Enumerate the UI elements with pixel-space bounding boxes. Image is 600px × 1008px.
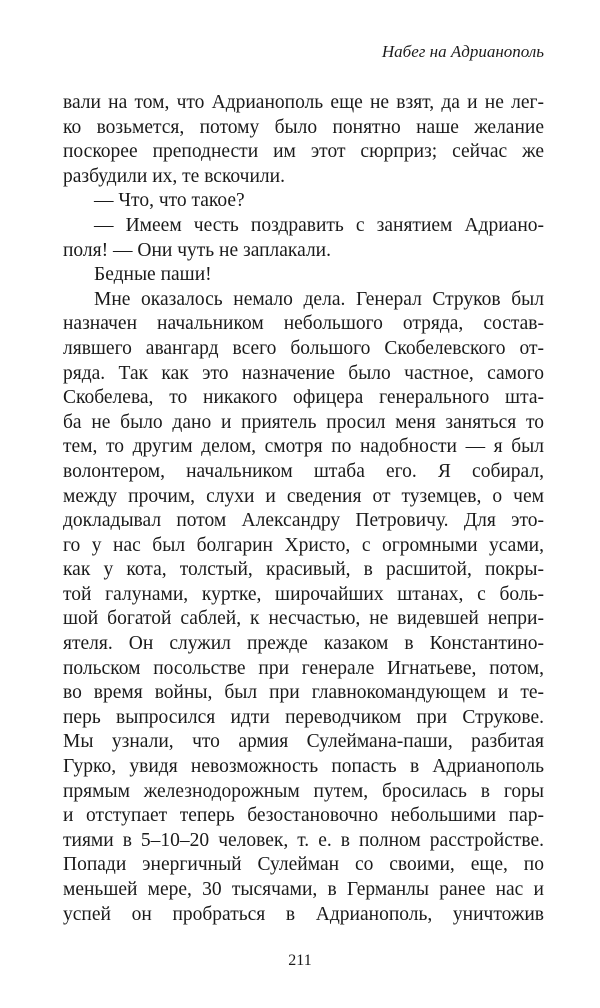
text-line: как у кота, толстый, красивый, в расшитой, покры- bbox=[63, 559, 544, 581]
text-line: разбудили их, те вскочили. bbox=[63, 165, 285, 187]
text-line: — Имеем честь поздравить с занятием Адриано- bbox=[94, 214, 544, 236]
text-line: лявшего авангард всего большого Скобелевского от- bbox=[63, 337, 544, 359]
text-line: между прочим, слухи и сведения от туземцев, о чем bbox=[63, 485, 544, 507]
text-line: го у нас был болгарин Христо, с огромными усами, bbox=[63, 534, 544, 556]
running-header: Набег на Адрианополь bbox=[381, 42, 544, 61]
text-line: меньшей мере, 30 тысячами, в Германлы ранее нас и bbox=[63, 879, 544, 900]
text-line: волонтером, начальником штаба его. Я собирал, bbox=[63, 460, 544, 482]
text-line: вали на том, что Адрианополь еще не взят, да и не лег- bbox=[63, 92, 544, 113]
text-line: назначен начальником небольшого отряда, состав- bbox=[63, 313, 544, 335]
text-line: во время войны, был при главнокомандующем и те- bbox=[63, 682, 544, 704]
text-line: — Что, что такое? bbox=[94, 190, 245, 212]
text-line: польском посольстве при генерале Игнатьеве, потом, bbox=[63, 657, 544, 679]
text-line: успей он пробраться в Адрианополь, уничтожив bbox=[63, 903, 544, 925]
text-line: шой богатой саблей, к несчастью, не видевшей непри- bbox=[63, 608, 544, 630]
text-line: поскорее преподнести им этот сюрприз; сейчас же bbox=[63, 141, 544, 163]
text-line: Скобелева, то никакого офицера генерального шта- bbox=[63, 387, 544, 409]
text-line: Мне оказалось немало дела. Генерал Струков был bbox=[94, 288, 544, 310]
body-text bbox=[63, 91, 544, 927]
text-line: докладывал потом Александру Петровичу. Для это- bbox=[63, 510, 544, 532]
text-line: перь выпросился идти переводчиком при Струкове. bbox=[63, 706, 544, 728]
text-line: Бедные паши! bbox=[94, 264, 212, 286]
text-line: прямым железнодорожным путем, бросилась в горы bbox=[63, 780, 544, 802]
text-line: ятеля. Он служил прежде казаком в Константино- bbox=[63, 633, 544, 655]
text-line: Попади энергичный Сулейман со своими, еще, по bbox=[63, 854, 544, 876]
text-line: и отступает теперь безостановочно небольшими пар- bbox=[63, 805, 544, 827]
text-line: поля! — Они чуть не заплакали. bbox=[63, 239, 331, 261]
page-number: 211 bbox=[288, 952, 312, 969]
text-line: Гурко, увидя невозможность попасть в Адрианополь bbox=[63, 756, 544, 778]
text-line: тем, то другим делом, смотря по надобности — я был bbox=[63, 436, 544, 458]
text-line: тиями в 5–10–20 человек, т. е. в полном расстройстве. bbox=[63, 829, 544, 851]
text-line: ряда. Так как это назначение было частное, самого bbox=[63, 362, 544, 384]
text-line: ко возьмется, потому было понятно наше желание bbox=[63, 116, 544, 138]
text-line: ба не было дано и приятель просил меня заняться то bbox=[63, 411, 544, 433]
text-line: Мы узнали, что армия Сулеймана-паши, разбитая bbox=[63, 731, 544, 753]
text-line: той галунами, куртке, широчайших штанах, с боль- bbox=[63, 583, 544, 605]
